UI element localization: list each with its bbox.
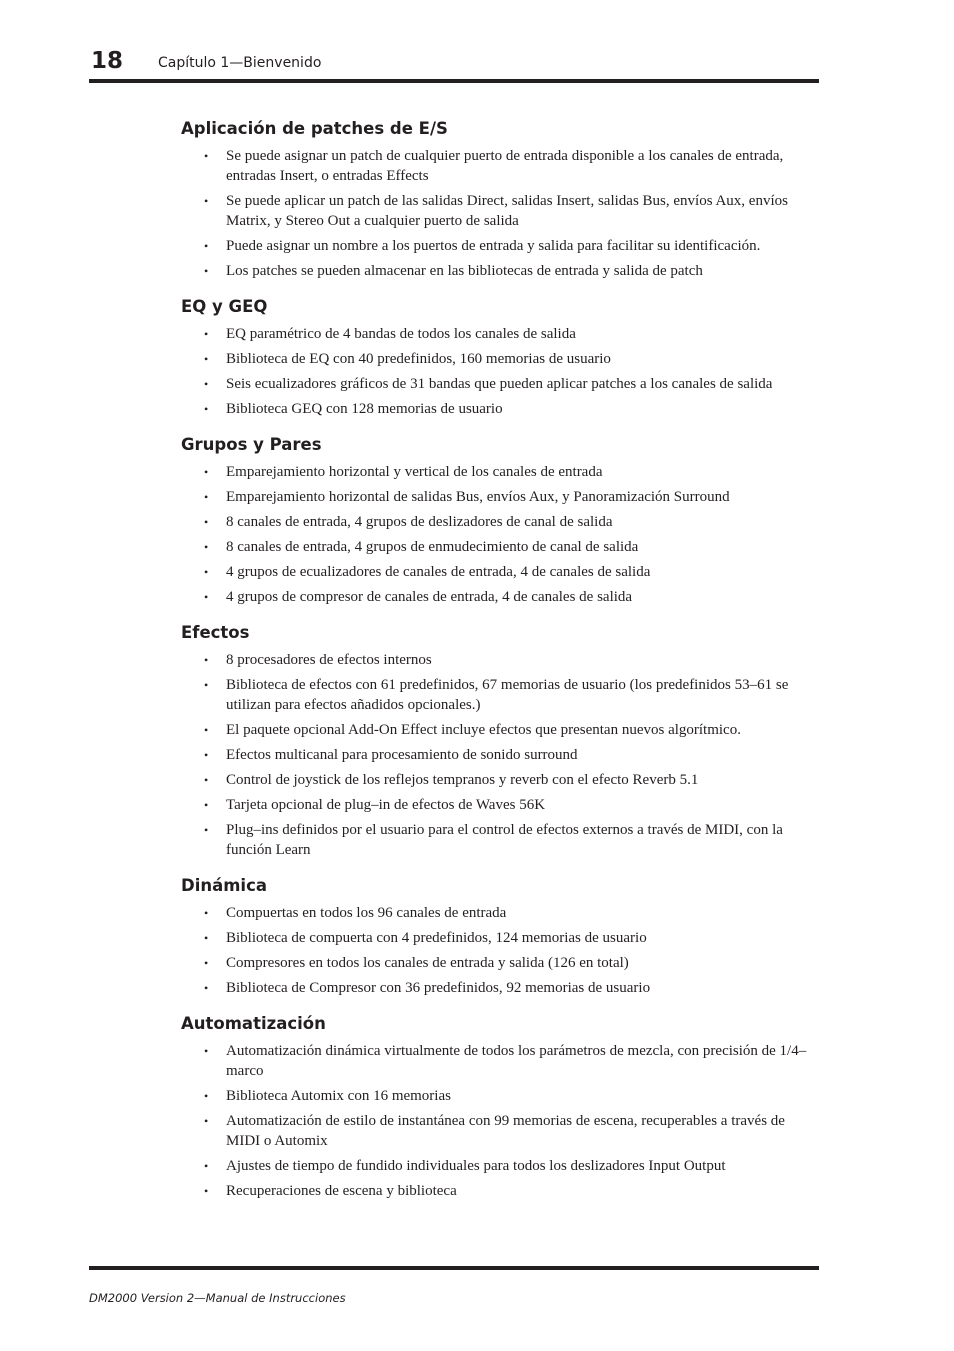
list-item-text: Compresores en todos los canales de entrada y salida (126 en total)	[226, 955, 629, 971]
bullet-icon: •	[204, 723, 209, 737]
bullet-icon: •	[204, 906, 209, 920]
bullet-icon: •	[204, 798, 209, 812]
bullet-icon: •	[204, 653, 209, 667]
list-item-text: Automatización dinámica virtualmente de todos los parámetros de mezcla, con precisión de 1/4–marco	[226, 1043, 807, 1079]
list-item-text: Control de joystick de los reflejos tempranos y reverb con el efecto Reverb 5.1	[226, 772, 699, 788]
bullet-icon: •	[204, 540, 209, 554]
bullet-icon: •	[204, 1044, 209, 1058]
list-item	[181, 261, 821, 281]
list-item-text: Recuperaciones de escena y biblioteca	[226, 1183, 457, 1199]
section	[181, 434, 821, 607]
page-number: 18	[91, 48, 124, 74]
list-item	[181, 324, 821, 344]
header-rule	[89, 79, 819, 83]
list-item-text: El paquete opcional Add-On Effect incluye efectos que presentan nuevos algorítmico.	[226, 722, 741, 738]
list-item-text: Tarjeta opcional de plug–in de efectos de Waves 56K	[226, 797, 546, 813]
bullet-icon: •	[204, 377, 209, 391]
list-item	[181, 512, 821, 532]
section-heading: Automatización	[181, 1014, 326, 1033]
bullet-icon: •	[204, 194, 209, 208]
list-item-text: Compuertas en todos los 96 canales de entrada	[226, 905, 507, 921]
list-item-text: 4 grupos de compresor de canales de entrada, 4 de canales de salida	[226, 589, 633, 605]
bullet-icon: •	[204, 402, 209, 416]
bullet-icon: •	[204, 327, 209, 341]
list-item-text: Plug–ins definidos por el usuario para el control de efectos externos a través de MIDI, con la función Learn	[226, 822, 783, 858]
section	[181, 118, 821, 281]
list-item-text: Biblioteca de Compresor con 36 predefinidos, 92 memorias de usuario	[226, 980, 651, 996]
list-item	[181, 236, 821, 256]
bullet-icon: •	[204, 565, 209, 579]
list-item-text: Se puede asignar un patch de cualquier puerto de entrada disponible a los canales de entrada, entradas Insert, o entradas Effects	[226, 148, 784, 184]
list-item	[181, 1111, 821, 1151]
list-item	[181, 374, 821, 394]
section-heading: EQ y GEQ	[181, 297, 268, 316]
page-header	[89, 46, 819, 76]
list-item-text: Biblioteca GEQ con 128 memorias de usuario	[226, 401, 503, 417]
list-item-text: Puede asignar un nombre a los puertos de entrada y salida para facilitar su identificación.	[226, 238, 761, 254]
list-item-text: Efectos multicanal para procesamiento de sonido surround	[226, 747, 578, 763]
page-content	[181, 118, 821, 1216]
list-item	[181, 191, 821, 231]
bullet-list	[181, 1041, 821, 1201]
list-item-text: 8 canales de entrada, 4 grupos de deslizadores de canal de salida	[226, 514, 613, 530]
list-item-text: 4 grupos de ecualizadores de canales de entrada, 4 de canales de salida	[226, 564, 651, 580]
section-heading: Dinámica	[181, 876, 267, 895]
bullet-icon: •	[204, 956, 209, 970]
list-item	[181, 978, 821, 998]
list-item-text: EQ paramétrico de 4 bandas de todos los canales de salida	[226, 326, 576, 342]
list-item	[181, 720, 821, 740]
list-item-text: 8 procesadores de efectos internos	[226, 652, 432, 668]
section-heading: Aplicación de patches de E/S	[181, 119, 448, 138]
bullet-icon: •	[204, 1159, 209, 1173]
section-heading: Grupos y Pares	[181, 435, 322, 454]
list-item-text: 8 canales de entrada, 4 grupos de enmudecimiento de canal de salida	[226, 539, 639, 555]
bullet-icon: •	[204, 1184, 209, 1198]
bullet-icon: •	[204, 239, 209, 253]
list-item	[181, 770, 821, 790]
list-item	[181, 587, 821, 607]
bullet-icon: •	[204, 931, 209, 945]
list-item	[181, 146, 821, 186]
section	[181, 296, 821, 419]
bullet-icon: •	[204, 515, 209, 529]
list-item	[181, 953, 821, 973]
list-item	[181, 399, 821, 419]
list-item-text: Biblioteca de efectos con 61 predefinidos, 67 memorias de usuario (los predefinidos 53–61 se utilizan para efectos añadidos opcionales.)	[226, 677, 789, 713]
bullet-icon: •	[204, 773, 209, 787]
list-item	[181, 745, 821, 765]
bullet-list	[181, 650, 821, 860]
list-item	[181, 650, 821, 670]
footer-text: DM2000 Version 2—Manual de Instrucciones	[89, 1291, 346, 1305]
bullet-icon: •	[204, 352, 209, 366]
chapter-title: Capítulo 1—Bienvenido	[158, 55, 322, 71]
list-item-text: Biblioteca de compuerta con 4 predefinidos, 124 memorias de usuario	[226, 930, 647, 946]
list-item-text: Se puede aplicar un patch de las salidas Direct, salidas Insert, salidas Bus, envíos Aux, envíos Matrix, y Stereo Out a cualquier puerto de salida	[226, 193, 788, 229]
bullet-list	[181, 324, 821, 419]
list-item	[181, 1041, 821, 1081]
bullet-icon: •	[204, 1089, 209, 1103]
list-item	[181, 562, 821, 582]
list-item	[181, 487, 821, 507]
bullet-icon: •	[204, 149, 209, 163]
bullet-icon: •	[204, 264, 209, 278]
list-item	[181, 1086, 821, 1106]
bullet-icon: •	[204, 465, 209, 479]
list-item	[181, 462, 821, 482]
list-item-text: Seis ecualizadores gráficos de 31 bandas que pueden aplicar patches a los canales de salida	[226, 376, 773, 392]
bullet-icon: •	[204, 678, 209, 692]
list-item-text: Biblioteca Automix con 16 memorias	[226, 1088, 451, 1104]
list-item	[181, 1156, 821, 1176]
list-item-text: Emparejamiento horizontal y vertical de los canales de entrada	[226, 464, 603, 480]
bullet-icon: •	[204, 981, 209, 995]
list-item	[181, 675, 821, 715]
bullet-icon: •	[204, 590, 209, 604]
list-item-text: Ajustes de tiempo de fundido individuales para todos los deslizadores Input Output	[226, 1158, 726, 1174]
bullet-list	[181, 146, 821, 281]
section	[181, 1013, 821, 1201]
bullet-list	[181, 903, 821, 998]
bullet-icon: •	[204, 748, 209, 762]
list-item-text: Los patches se pueden almacenar en las bibliotecas de entrada y salida de patch	[226, 263, 703, 279]
bullet-icon: •	[204, 1114, 209, 1128]
bullet-icon: •	[204, 823, 209, 837]
section	[181, 622, 821, 860]
list-item-text: Emparejamiento horizontal de salidas Bus, envíos Aux, y Panoramización Surround	[226, 489, 730, 505]
list-item	[181, 820, 821, 860]
section	[181, 875, 821, 998]
list-item-text: Biblioteca de EQ con 40 predefinidos, 160 memorias de usuario	[226, 351, 611, 367]
bullet-icon: •	[204, 490, 209, 504]
footer-rule	[89, 1266, 819, 1270]
list-item	[181, 537, 821, 557]
list-item	[181, 903, 821, 923]
section-heading: Efectos	[181, 623, 250, 642]
list-item	[181, 349, 821, 369]
list-item-text: Automatización de estilo de instantánea con 99 memorias de escena, recuperables a través de MIDI o Automix	[226, 1113, 785, 1149]
list-item	[181, 928, 821, 948]
list-item	[181, 1181, 821, 1201]
bullet-list	[181, 462, 821, 607]
list-item	[181, 795, 821, 815]
